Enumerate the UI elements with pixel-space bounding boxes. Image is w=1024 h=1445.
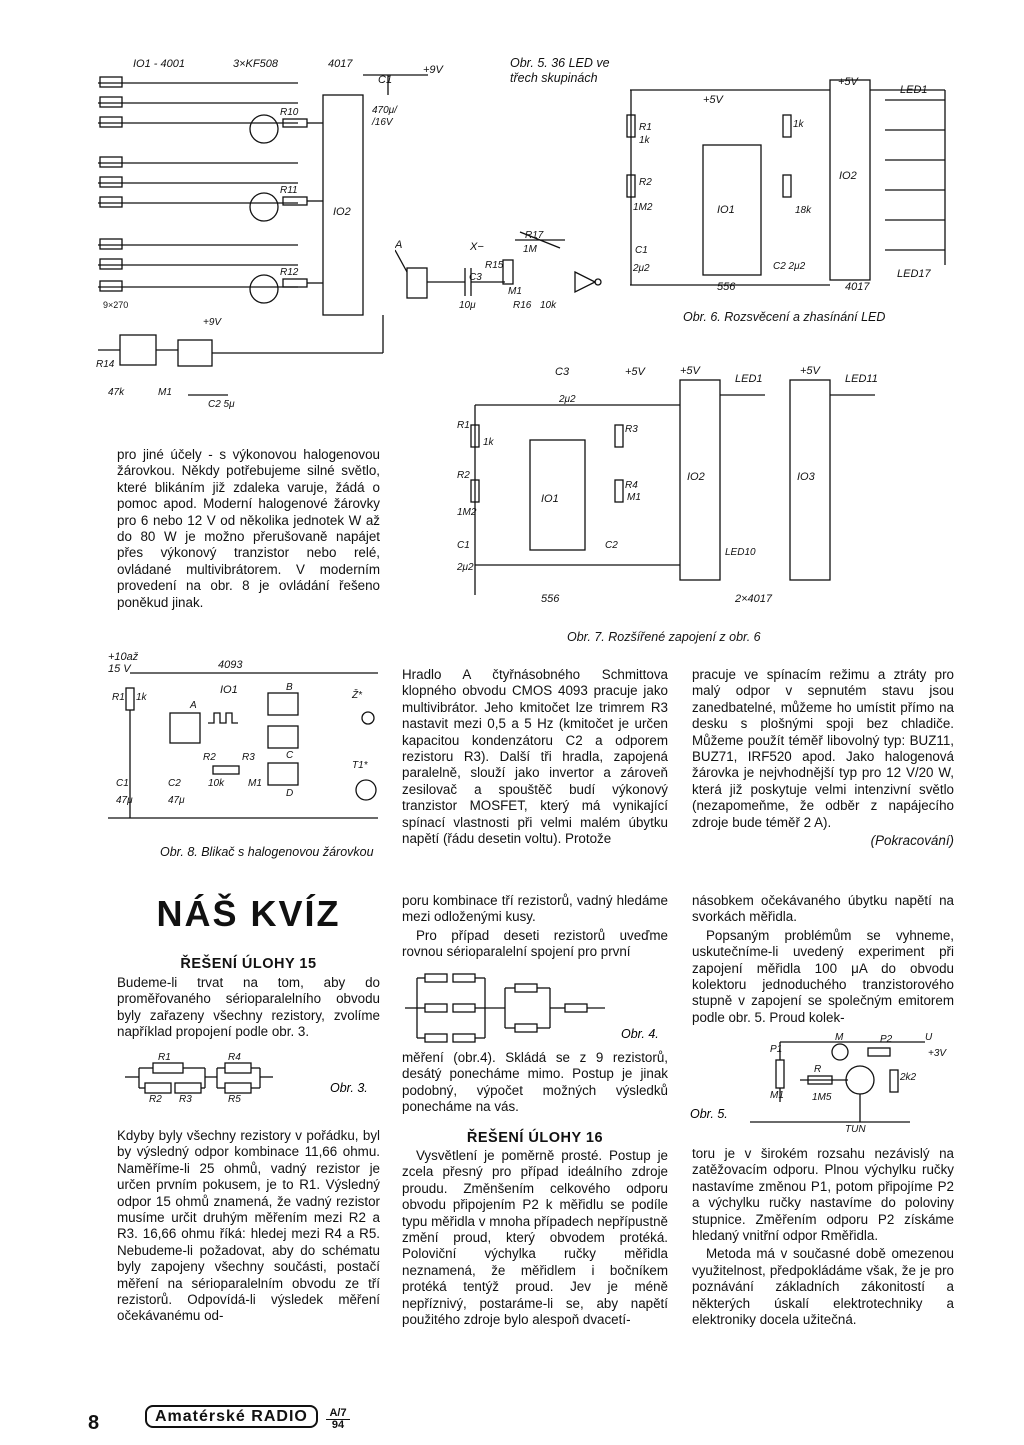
- col2-text: [402, 667, 668, 849]
- figure-5-quiz: [690, 1030, 955, 1135]
- magazine-logo: [145, 1408, 318, 1426]
- fig6-r1-label: R1: [639, 122, 652, 133]
- col1-paragraph: pro jiné účely - s výkonovou halogenovou žárovkou. Někdy potřebujeme silné světlo, které blikáním již zdaleka varuje, žádá o pomoc apod. Moderní halogenové žárovky pro 6 nebo 12 V od několika jednotek W až do 80 W je možno přerušovaně napájet přes výkonový tranzistor nebo relé, ovládané multivibrátorem. V moderním provedení na obr. 8 je ovládání řešeno poněkud jinak.: [117, 447, 380, 610]
- fig8-a-label: A: [190, 700, 197, 711]
- fig5-47k-label: 47k: [108, 387, 125, 398]
- fig6-c3-label: C3: [469, 272, 482, 283]
- fig6-r17-label: R17: [525, 230, 544, 241]
- fig7-1k-label: 1k: [483, 437, 494, 448]
- fig5-caption-line1: Obr. 5. 36 LED ve: [510, 56, 610, 70]
- figure-4: [405, 968, 665, 1048]
- obr5-caption: Obr. 5.: [690, 1107, 728, 1121]
- obr5-label: P1: [770, 1044, 783, 1055]
- fig6-556-label: 556: [717, 281, 736, 293]
- obr3-label: R5: [228, 1094, 241, 1105]
- fig6-r2-label: R2: [639, 177, 652, 188]
- issue-bottom: 94: [331, 1419, 345, 1431]
- fig8-r1-label: R1: [112, 692, 125, 703]
- figure-5-gates-schematic: [395, 210, 625, 310]
- fig7-r2-label: R2: [457, 470, 470, 481]
- quiz-16-paragraph-b: násobkem očekávaného úbytku napětí na svorkách měřidla.: [692, 893, 954, 925]
- quiz-16-paragraph-d: toru je v širokém rozsahu nezávislý na zatěžovacím odporu. Plnou výchylku ručky nastavíme změnou P1, potom připojíme P2 a výchylku ručky nastavíme do poloviny stupnice. Změřením odporu P2 získáme hledaný vnitřní odpor Rměřidla.: [692, 1146, 954, 1244]
- fig8-b-label: B: [286, 682, 293, 693]
- obr5-label: M1: [770, 1090, 784, 1101]
- fig8-47u-label: 47μ: [116, 795, 133, 806]
- figure-4-schematic: [405, 968, 665, 1048]
- figure-5-gates: [395, 210, 625, 310]
- fig5-vcc-label: +9V: [423, 64, 443, 76]
- fig5-caption: [510, 56, 610, 86]
- fig7-1m2-label: 1M2: [457, 507, 477, 518]
- fig6-1k-label-2: 1k: [793, 119, 804, 130]
- obr4-caption: Obr. 4.: [621, 1027, 659, 1041]
- quiz-15-paragraph-a: Budeme-li trvat na tom, aby do proměřovaného sérioparalelního obvodu byly zařazeny všechny rezistory, zvolíme například propojení podle obr. 3.: [117, 975, 380, 1040]
- issue-badge: [326, 1408, 350, 1431]
- fig7-m1-label: M1: [627, 492, 641, 503]
- quiz-16-paragraph-c: Popsaným problémům se vyhneme, uskutečníme-li uvedený experiment při zapojení měřidla 100 μA do obvodu kolektoru jednoduchého tranzistorového stupně v zapojení se společným emitorem podle obr. 5. Proud kolek-: [692, 927, 954, 1025]
- obr5-label: P2: [880, 1034, 893, 1045]
- fig6-io2-label: IO2: [839, 170, 857, 182]
- quiz-15-paragraph-b: Kdyby byly všechny rezistory v pořádku, byl by výsledný odpor kombinace 11,66 ohmu. Naměříme-li 25 ohmů, vadný rezistor je určen prvním pokusem, je to R1. Výsledný odpor 15 ohmů znamená, že vadný rezistor musíme určit druhým měřením mezi R2 a R3. 16,66 ohmu říká: hledej mezi R4 a R5. Nebudeme-li požadovat, aby do schématu byly zapojeny všechny součásti, postačí měření na sérioparalelním obvodu ze tří rezistorů. Odpovídá-li výsledek měření očekávanému od-: [117, 1128, 380, 1324]
- fig8-r3-label: R3: [242, 752, 255, 763]
- figure-6-schematic: [625, 75, 960, 300]
- obr5-label: +3V: [928, 1048, 947, 1059]
- fig5-chip-label: IO1 - 4001: [133, 58, 185, 70]
- fig8-c1-label: C1: [116, 778, 129, 789]
- obr3-label: R3: [179, 1094, 192, 1105]
- obr3-label: R4: [228, 1052, 241, 1063]
- fig7-led1-label: LED1: [735, 373, 763, 385]
- quiz-title: NÁŠ KVÍZ: [156, 893, 341, 934]
- fig6-1k-label: 1k: [639, 135, 650, 146]
- figure-3-schematic: [125, 1050, 385, 1120]
- fig6-10u-label: 10μ: [459, 300, 476, 310]
- fig7-2u2-label-2: 2μ2: [457, 562, 474, 573]
- col3-paragraph: pracuje ve spínacím režimu a ztráty pro malý odpor v sepnutém stavu jsou zanedbatelné, můžeme ho umístit přímo na desku s plošnými spoji bez chladiče. Můžeme použít téměř libovolný typ: BUZ11, BUZ71, IRF520 apod. Jako halogenová žárovka je nejvhodnější typ pro 12 V/20 W, která již poskytuje velmi intenzivní světlo (nezapomeňme, že odběr z napájecího zdroje bude téměř 2 A).: [692, 667, 954, 830]
- col3-text: [692, 667, 954, 851]
- fig7-5v-label-3: +5V: [800, 365, 820, 377]
- fig6-c2-label: C2 2μ2: [773, 261, 806, 272]
- figure-6: [625, 75, 960, 300]
- fig8-10k-label: 10k: [208, 778, 225, 789]
- fig7-5v-label: +5V: [625, 366, 645, 378]
- fig8-c-label: C: [286, 750, 294, 761]
- fig8-d-label: D: [286, 788, 294, 799]
- obr5-label: 2k2: [900, 1072, 917, 1083]
- quiz-col2-lower: [402, 1050, 668, 1118]
- fig5-r11-label: R11: [280, 185, 298, 196]
- quiz-heading-16: ŘEŠENÍ ÚLOHY 16: [466, 1130, 604, 1146]
- obr5-label: R: [814, 1064, 822, 1075]
- fig7-c3-label: C3: [555, 366, 570, 378]
- fig7-2x4017-label: 2×4017: [735, 593, 773, 605]
- fig7-io1-label: IO1: [541, 493, 559, 505]
- fig8-vin-label: +10až: [108, 651, 139, 663]
- fig6-led17-label: LED17: [897, 268, 931, 280]
- quiz-15-intro: [117, 975, 380, 1043]
- fig6-x-label: X−: [470, 241, 484, 253]
- fig8-1k-label: 1k: [136, 692, 147, 703]
- fig6-4017-label: 4017: [845, 281, 870, 293]
- fig8-r2-label: R2: [203, 752, 216, 763]
- fig6-a-label: A: [395, 239, 403, 251]
- fig8-z-label: Ž*: [352, 690, 362, 701]
- fig5-chip-label: 4017: [328, 58, 353, 70]
- fig5-caption-line2: třech skupinách: [510, 71, 598, 85]
- quiz-col3: [692, 893, 954, 1028]
- fig7-r3-label: R3: [625, 424, 638, 435]
- obr5-label: M: [835, 1032, 844, 1043]
- fig7-5v-label-2: +5V: [680, 365, 700, 377]
- figure-3: [125, 1050, 385, 1120]
- fig7-r4-label: R4: [625, 480, 638, 491]
- fig8-4093-label: 4093: [218, 659, 243, 671]
- fig7-c1-label: C1: [457, 540, 470, 551]
- obr3-label: R1: [158, 1052, 171, 1063]
- fig5-c2-label: C2 5μ: [208, 399, 235, 410]
- continued-note: (Pokracování): [870, 833, 954, 849]
- fig6-1m-label: 1M: [523, 244, 537, 255]
- fig6-2u2-label: 2μ2: [633, 263, 650, 274]
- figure-5-quiz-schematic: [690, 1030, 955, 1135]
- fig8-47u-label-2: 47μ: [168, 795, 185, 806]
- quiz-16-paragraph-e: Metoda má v současné době omezenou využitelnost, předpokládáme však, že je pro poznávání základních zákonitostí a některých úskalí elektrotechniky a elektroniky docela užitečná.: [692, 1246, 954, 1328]
- fig7-led10-label: LED10: [725, 547, 756, 558]
- fig5-io2-label: IO2: [333, 206, 351, 218]
- fig5-r14-label: R14: [96, 359, 115, 370]
- figure-8-schematic: [108, 648, 388, 833]
- fig6-18k-label: 18k: [795, 205, 812, 216]
- fig8-vin-label-2: 15 V: [108, 663, 131, 675]
- fig6-m1-label: M1: [508, 286, 522, 297]
- quiz-15-paragraph-d: Pro případ deseti rezistorů uveďme rovnou sérioparalelní spojení pro první: [402, 927, 668, 960]
- fig6-c1-label: C1: [635, 245, 648, 256]
- fig6-10k-label: 10k: [540, 300, 557, 310]
- fig6-5v-label: +5V: [703, 94, 723, 106]
- fig5-c1-label: C1: [378, 74, 393, 86]
- fig5-chip-label: 3×KF508: [233, 58, 278, 70]
- fig6-5v-label-2: +5V: [838, 76, 858, 88]
- fig7-c2-label: C2: [605, 540, 618, 551]
- fig8-caption: Obr. 8. Blikač s halogenovou žárovkou: [160, 845, 374, 859]
- obr3-caption: Obr. 3.: [330, 1081, 368, 1095]
- quiz-col3-lower: [692, 1146, 954, 1330]
- fig6-r16-label: R16: [513, 300, 532, 310]
- quiz-15-paragraph-e: měření (obr.4). Skládá se z 9 rezistorů, desátý ponecháme mimo. Postup je jinak podobný, výpočet možných výsledků ponecháme na vás.: [402, 1050, 668, 1115]
- fig6-io1-label: IO1: [717, 204, 735, 216]
- quiz-15-body: [117, 1128, 380, 1327]
- quiz-16-col2: [402, 1148, 668, 1330]
- fig8-m1-label: M1: [248, 778, 262, 789]
- fig6-caption: Obr. 6. Rozsvěcení a zhasínání LED: [683, 310, 886, 324]
- fig7-caption: Obr. 7. Rozšířené zapojení z obr. 6: [567, 630, 761, 644]
- fig5-cap-label: /16V: [372, 117, 393, 128]
- fig5-r12-label: R12: [280, 267, 299, 278]
- quiz-15-paragraph-c: poru kombinace tří rezistorů, vadný hledáme mezi odloženými kusy.: [402, 893, 668, 925]
- quiz-16-paragraph-a: Vysvětlení je poměrně prosté. Postup je zcela přesný pro případ ideálního zdroje proudu. Změnšením celkového odporu obvodu připojením P2 k měřidlu se podíle typu měřidla v mnoha případech nepřípustně změní proud, který obvodem protéká. Poloviční výchylka ručky měřidla neznamená, že měřidlem i bočníkem protéká tentýž proud. Jev je méně nepříznivý, postaráme-li se, aby napětí použitého zdroje bylo alespoň dvacetí-: [402, 1148, 668, 1328]
- fig8-t1-label: T1*: [352, 760, 368, 771]
- obr3-label: R2: [149, 1094, 162, 1105]
- fig6-1m2-label: 1M2: [633, 202, 653, 213]
- figure-7: [455, 360, 895, 610]
- page-number: 8: [88, 1412, 100, 1434]
- fig7-io2-label: IO2: [687, 471, 705, 483]
- figure-7-schematic: [455, 360, 895, 610]
- obr5-label: 1M5: [812, 1092, 832, 1103]
- col1-text: [117, 447, 380, 613]
- fig7-io3-label: IO3: [797, 471, 815, 483]
- fig7-led11-label: LED11: [845, 373, 878, 385]
- fig7-2u2-label: 2μ2: [559, 394, 576, 405]
- col2-paragraph: Hradlo A čtyřnásobného Schmittova klopného obvodu CMOS 4093 pracuje jako multivibrátor. Jeho kmitočet lze trimrem R3 nastavit mezi 0,5 a 5 Hz (kmitočet je určen kapacitou kondenzátoru C2 a odporem rezistoru R3). Další tři hradla, zapojená paralelně, slouží jako invertor a zároveň zesilovač a spouštěč budí výkonový tranzistor MOSFET, který má vynikající spínací vlastnosti při velmi malém úbytku napětí (řádu desetin voltu). Protože: [402, 667, 668, 847]
- figure-8: [108, 648, 388, 833]
- fig7-556-label: 556: [541, 593, 560, 605]
- magazine-logo-text: Amatérské RADIO: [145, 1405, 318, 1428]
- fig5-pin-label: 9×270: [103, 300, 129, 310]
- fig8-io1-label: IO1: [220, 684, 238, 696]
- obr5-label: U: [925, 1032, 933, 1043]
- obr5-label: TUN: [845, 1124, 866, 1135]
- fig7-r1-label: R1: [457, 420, 470, 431]
- fig5-9v-label: +9V: [203, 317, 222, 328]
- fig6-led1-label: LED1: [900, 84, 928, 96]
- issue-top: A/7: [326, 1408, 350, 1420]
- fig5-r10-label: R10: [280, 107, 299, 118]
- fig5-cap-label: 470μ/: [372, 105, 397, 116]
- fig5-m1-label: M1: [158, 387, 172, 398]
- quiz-col2: [402, 893, 668, 963]
- fig8-c2-label: C2: [168, 778, 181, 789]
- fig6-r15-label: R15: [485, 260, 504, 271]
- quiz-heading-15: ŘEŠENÍ ÚLOHY 15: [180, 956, 317, 972]
